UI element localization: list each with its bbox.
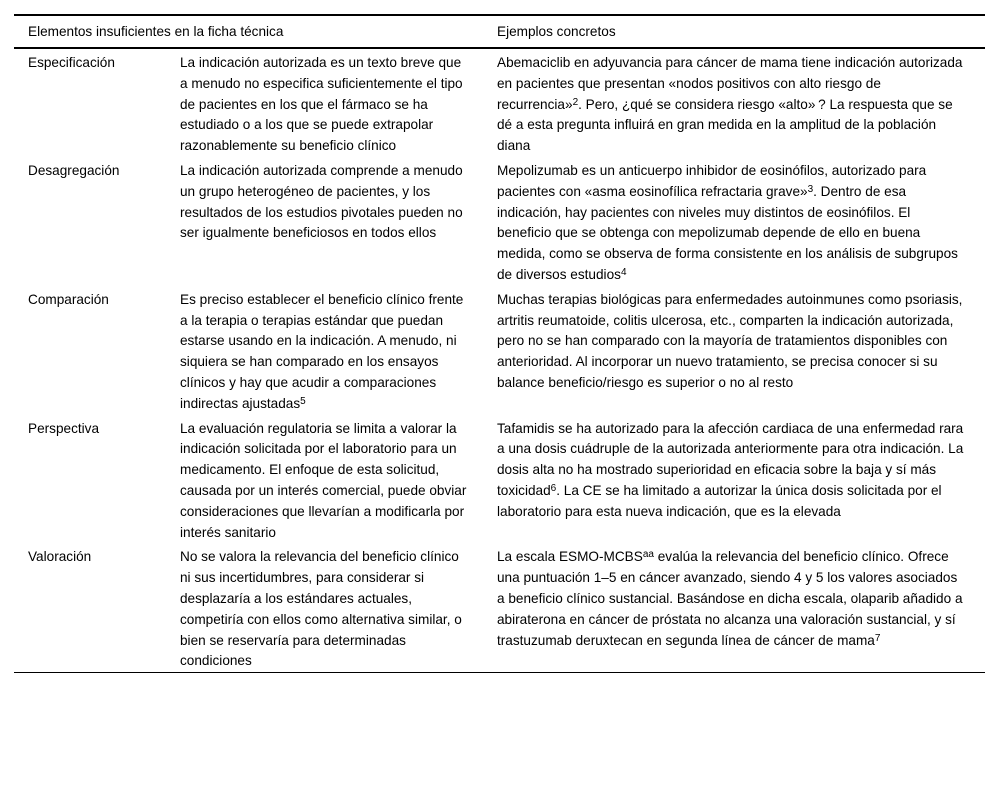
table-row-desagregacion (14, 157, 985, 286)
description-cell: Es preciso establecer el beneficio clínico frente a la terapia o terapias estándar que puedan estarse usando en la indicación. A menudo, ni siquiera se han comparado en los ensayos clínicos y hay que acudir a comparaciones indirectas ajustadas$^5$ (180, 291, 464, 411)
example-cell: Abemaciclib en adyuvancia para cáncer de mama tiene indicación autorizada en pacientes que presentan «nodos positivos con alto riesgo de recurrencia»$^2$. Pero, ¿qué se considera riesgo «alto» ? La respuesta que se dé a esta pregunta influirá en gran medida en la amplitud de la población diana (497, 55, 963, 154)
table-row-perspectiva (14, 415, 985, 544)
table-row-especificacion (14, 48, 985, 157)
term-cell: Desagregación (28, 162, 120, 178)
header-ejemplos-concretos: Ejemplos concretos (497, 15, 985, 48)
term-cell: Perspectiva (28, 420, 100, 436)
description-cell: La indicación autorizada comprende a menudo un grupo heterogéneo de pacientes, y los resultados de los estudios pivotales pueden no ser igualmente beneficiosos en todos ellos (180, 162, 463, 241)
description-cell: La evaluación regulatoria se limita a valorar la indicación solicitada por el laboratorio para un medicamento. El enfoque de esta solicitud, causada por un interés comercial, puede obviar consideraciones que llevarían a modificarla por interés sanitario (180, 420, 467, 540)
example-cell: Mepolizumab es un anticuerpo inhibidor de eosinófilos, autorizado para pacientes con «asma eosinofílica refractaria grave»$^3$. Dentro de esa indicación, hay pacientes con niveles muy distintos de eosinófilos. El beneficio que se obtenga con mepolizumab depende de ello en buena medida, como se observa de forma consistente en los análisis de subgrupos de diversos estudios$^4$ (497, 162, 958, 282)
insufficient-elements-table (14, 14, 985, 673)
example-cell: Tafamidis se ha autorizado para la afección cardiaca de una enfermedad rara a una dosis cuádruple de la autorizada anteriormente para otra indicación. La dosis alta no ha mostrado superioridad en eficacia sobre la baja y sí más toxicidad$^6$. La CE se ha limitado a autorizar la única dosis solicitada por el laboratorio para esta nueva indicación, que es la elevada (497, 420, 964, 519)
description-cell: La indicación autorizada es un texto breve que a menudo no especifica suficientemente el tipo de pacientes en los que el fármaco se ha estudiado o a los que se puede extrapolar razonablemente su beneficio clínico (180, 55, 463, 154)
table-row-comparacion (14, 286, 985, 415)
description-cell: No se valora la relevancia del beneficio clínico ni sus incertidumbres, para considerar si desplazaría a los estándares actuales, competiría con ellos como alternativa similar, o bien se reservaría para determinadas condiciones (180, 549, 462, 669)
term-cell: Comparación (28, 291, 109, 307)
header-elementos-insuficientes: Elementos insuficientes en la ficha técnica (14, 15, 497, 48)
term-cell: Valoración (28, 549, 92, 565)
example-cell: Muchas terapias biológicas para enfermedades autoinmunes como psoriasis, artritis reumatoide, colitis ulcerosa, etc., comparten la indicación autorizada, pero no se han comparado con la mayoría de tratamientos disponibles con anterioridad. Al incorporar un nuevo tratamiento, se precisa conocer si su balance beneficio/riesgo es superior o no al resto (497, 291, 963, 390)
example-cell: La escala ESMO-$MCBS^{aa}$ evalúa la relevancia del beneficio clínico. Ofrece una puntuación 1–5 en cáncer avanzado, siendo 4 y 5 los valores asociados a beneficio clínico sustancial. Basándose en dicha escala, olaparib añadido a abiraterona en cáncer de próstata no alcanza una valoración sustancial, y sí trastuzumab deruxtecan en segunda línea de cáncer de mama$^7$ (497, 549, 963, 648)
term-cell: Especificación (28, 55, 115, 70)
table-header-row (14, 15, 985, 48)
paper-table-container (14, 14, 985, 673)
table-row-valoracion (14, 543, 985, 672)
